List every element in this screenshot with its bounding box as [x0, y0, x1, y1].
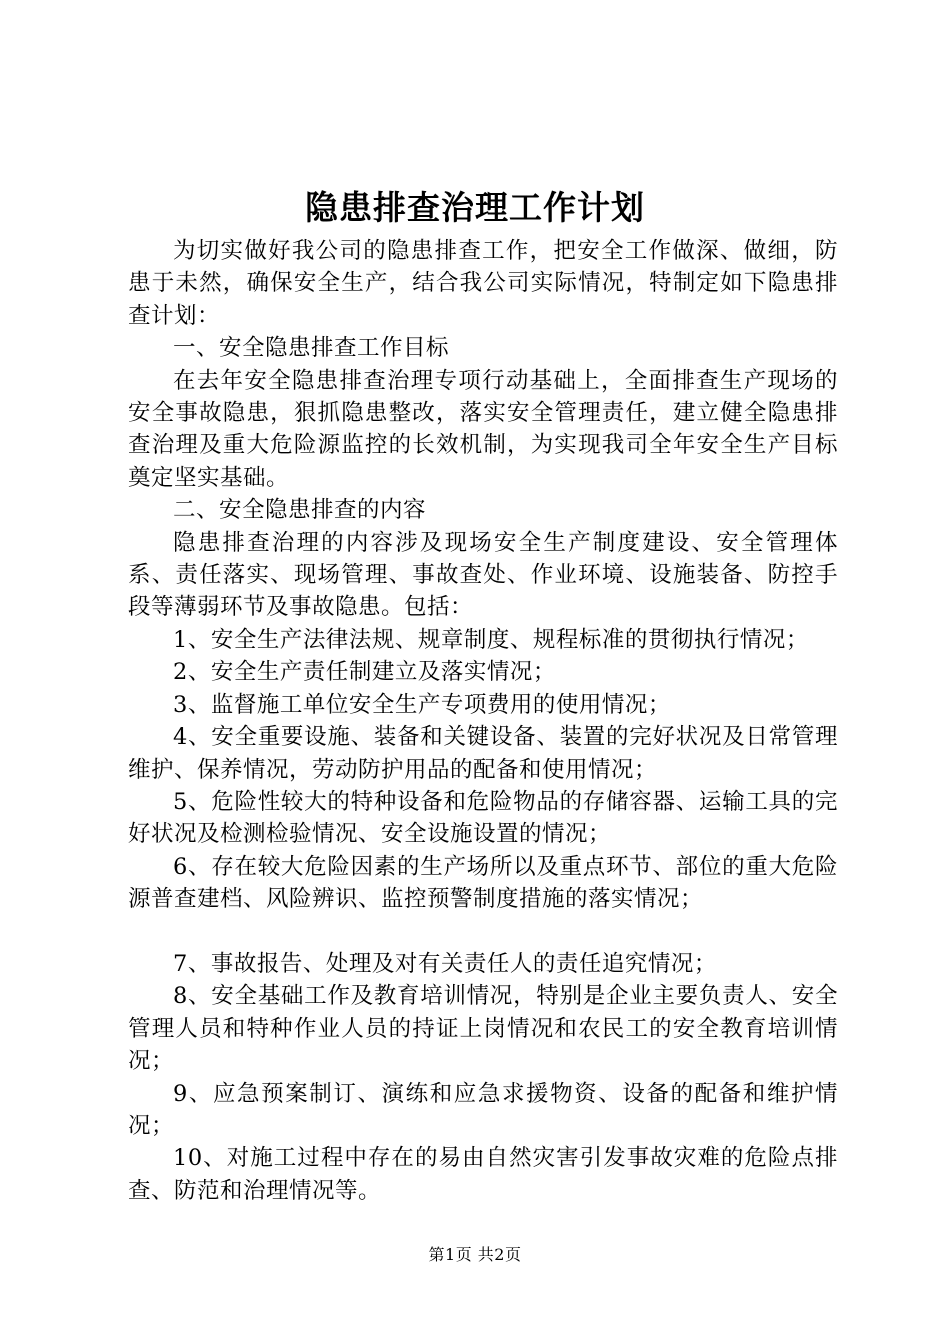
list-item-4: 4、安全重要设施、装备和关键设备、装置的完好状况及日常管理维护、保养情况，劳动防护用品的配备和使用情况；	[128, 724, 838, 783]
document-body	[128, 235, 838, 1207]
intro-paragraph: 为切实做好我公司的隐患排查工作，把安全工作做深、做细，防患于未然，确保安全生产，结合我公司实际情况，特制定如下隐患排查计划：	[128, 238, 838, 329]
list-item-10: 10、对施工过程中存在的易由自然灾害引发事故灾难的危险点排查、防范和治理情况等。	[128, 1145, 838, 1204]
list-item-2: 2、安全生产责任制建立及落实情况；	[173, 659, 556, 686]
list-item-1: 1、安全生产法律法规、规章制度、规程标准的贯彻执行情况；	[173, 626, 809, 653]
document-title: 隐患排查治理工作计划	[305, 188, 645, 227]
list-item-5: 5、危险性较大的特种设备和危险物品的存储容器、运输工具的完好状况及检测检验情况、安全设施设置的情况；	[128, 788, 838, 848]
section-heading-goal: 一、安全隐患排查工作目标	[173, 335, 450, 362]
goal-paragraph: 在去年安全隐患排查治理专项行动基础上，全面排查生产现场的安全事故隐患，狠抓隐患整改，落实安全管理责任，建立健全隐患排查治理及重大危险源监控的长效机制，为实现我司全年安全生产目标奠定坚实基础。	[128, 367, 838, 491]
list-item-9: 9、应急预案制订、演练和应急求援物资、设备的配备和维护情况；	[128, 1080, 838, 1139]
page-footer: 第1页 共2页	[428, 1245, 522, 1264]
list-item-6: 6、存在较大危险因素的生产场所以及重点环节、部位的重大危险源普查建档、风险辨识、监控预警制度措施的落实情况；	[128, 853, 838, 913]
list-item-3: 3、监督施工单位安全生产专项费用的使用情况；	[173, 691, 671, 718]
list-item-7: 7、事故报告、处理及对有关责任人的责任追究情况；	[173, 950, 717, 977]
list-item-8: 8、安全基础工作及教育培训情况，特别是企业主要负责人、安全管理人员和特种作业人员的持证上岗情况和农民工的安全教育培训情况；	[128, 983, 838, 1075]
section-heading-content: 二、安全隐患排查的内容	[173, 497, 427, 524]
content-paragraph: 隐患排查治理的内容涉及现场安全生产制度建设、安全管理体系、责任落实、现场管理、事故查处、作业环境、设施装备、防控手段等薄弱环节及事故隐患。包括：	[128, 529, 838, 621]
blank-line	[128, 916, 838, 948]
